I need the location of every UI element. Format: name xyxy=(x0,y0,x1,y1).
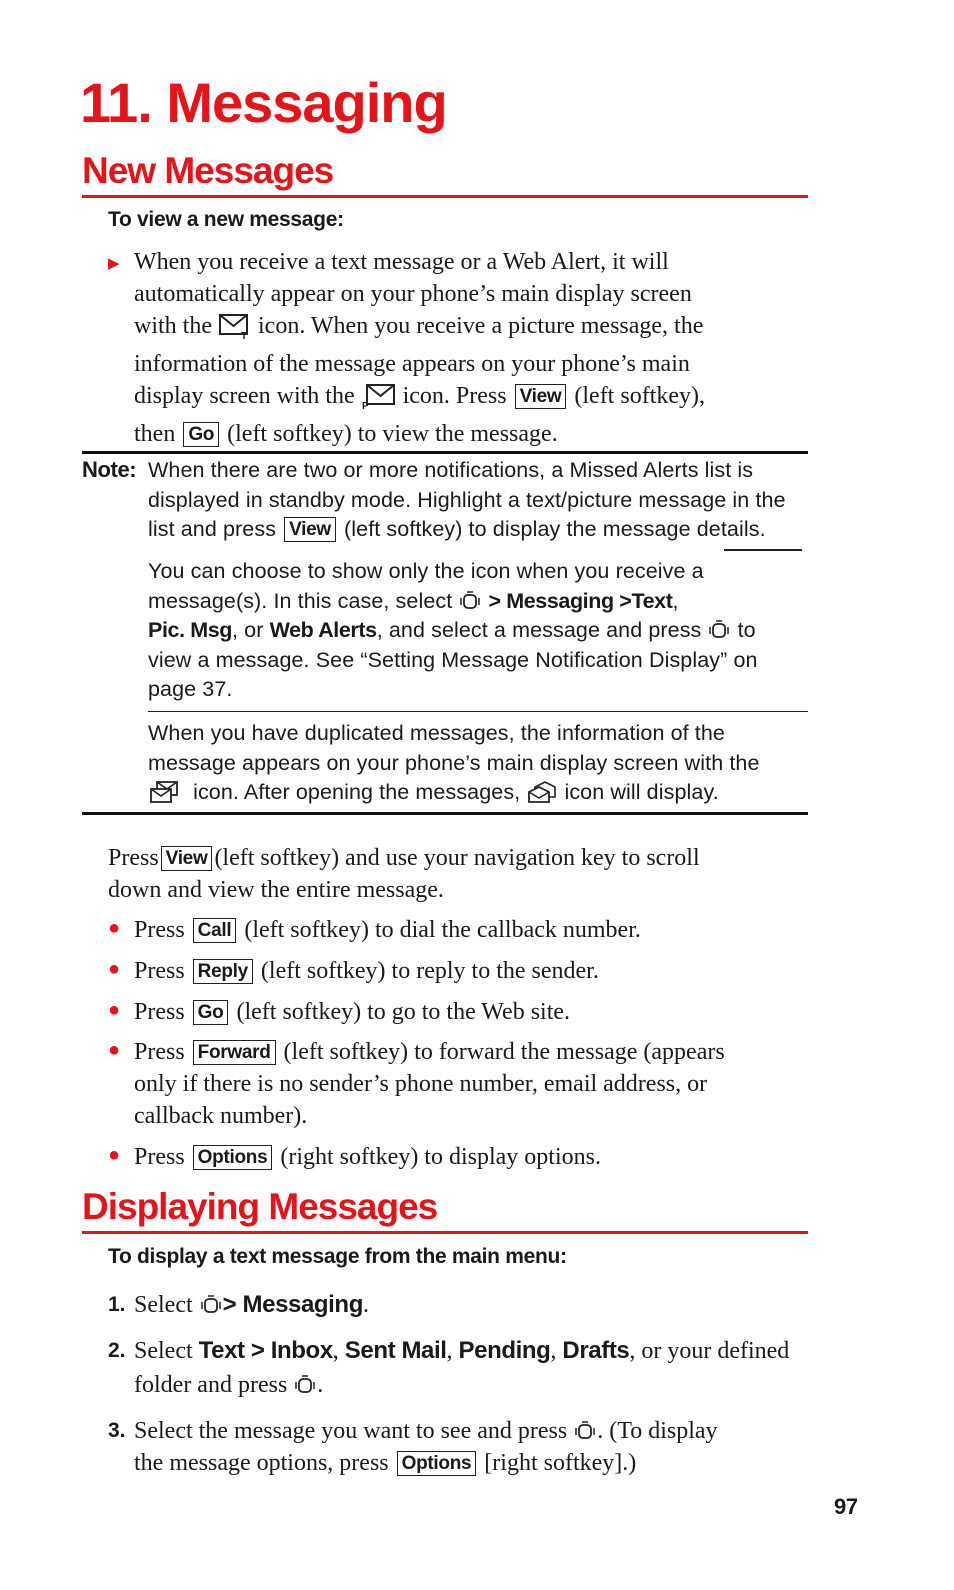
duplicate-messages-icon xyxy=(149,781,179,814)
text-line: down and view the entire message. xyxy=(108,877,444,903)
text-line xyxy=(134,1335,814,1367)
text-fragment: , xyxy=(332,1338,339,1364)
opened-duplicate-messages-icon xyxy=(527,781,557,814)
arrow-bullet-icon: ▶ xyxy=(108,256,120,272)
note-top-rule xyxy=(82,451,808,454)
text-fragment: Press xyxy=(134,999,185,1025)
view-softkey-label: View xyxy=(284,517,336,542)
text-line: information of the message appears on your phone’s main xyxy=(134,351,690,377)
menu-item-bold: Web Alerts xyxy=(269,618,377,642)
text-line: view a message. See “Setting Message Notification Display” on xyxy=(148,647,758,672)
subheading-view-new-message: To view a new message: xyxy=(108,208,344,231)
text-fragment: . xyxy=(362,1292,369,1318)
step-1 xyxy=(134,1289,814,1321)
text-fragment: Press xyxy=(134,917,185,943)
note-label: Note: xyxy=(82,457,137,482)
forward-softkey-label: Forward xyxy=(193,1040,276,1065)
text-fragment: Press xyxy=(134,958,185,984)
step-2 xyxy=(134,1335,814,1401)
text-line: You can choose to show only the icon when you receive a xyxy=(148,559,704,583)
text-fragment: Press xyxy=(108,845,159,871)
text-line: only if there is no sender’s phone number, email address, or xyxy=(134,1071,708,1097)
go-softkey-label: Go xyxy=(183,422,219,447)
text-line xyxy=(134,1447,814,1479)
menu-item-bold: Pending xyxy=(458,1337,551,1364)
text-fragment: , xyxy=(672,588,679,613)
text-fragment: (left softkey) to go to the Web site. xyxy=(236,999,571,1025)
list-item xyxy=(134,955,814,987)
text-fragment: . (To display xyxy=(597,1418,718,1444)
bullet-icon: ● xyxy=(108,917,121,939)
text-line: When you have duplicated messages, the information of the xyxy=(148,721,725,745)
menu-path-bold: Text > Inbox xyxy=(198,1337,333,1364)
menu-ok-key-icon xyxy=(201,1293,221,1315)
text-line xyxy=(134,380,814,418)
text-fragment: , and select a message and press xyxy=(376,618,702,642)
text-fragment: folder and press xyxy=(134,1372,288,1398)
text-fragment: (left softkey) to dial the callback number. xyxy=(244,917,641,943)
text-line xyxy=(148,778,813,814)
text-line xyxy=(108,842,808,874)
note-divider xyxy=(148,711,808,712)
text-line: callback number). xyxy=(134,1103,308,1129)
text-line xyxy=(148,515,813,545)
note-paragraph-3 xyxy=(148,719,813,814)
menu-item-bold: Drafts xyxy=(562,1337,630,1364)
note-divider-short xyxy=(724,549,802,551)
step-3 xyxy=(134,1415,814,1479)
section-rule xyxy=(82,195,808,198)
menu-item-bold: Pic. Msg xyxy=(148,618,233,642)
step-number: 1. xyxy=(108,1293,126,1316)
text-fragment: (left softkey) and use your navigation key to scroll xyxy=(214,845,700,871)
chapter-title: 11. Messaging xyxy=(80,71,447,134)
text-fragment: (left softkey) to view the message. xyxy=(227,421,558,447)
text-line: When there are two or more notifications, a Missed Alerts list is xyxy=(148,458,754,482)
options-softkey-label: Options xyxy=(397,1451,477,1476)
text-fragment: Select the message you want to see and press xyxy=(134,1418,568,1444)
section-heading-displaying-messages: Displaying Messages xyxy=(82,1186,438,1227)
menu-ok-key-icon xyxy=(295,1373,315,1395)
text-fragment: (right softkey) to display options. xyxy=(280,1144,601,1170)
list-item xyxy=(134,1141,814,1173)
list-item xyxy=(134,914,814,946)
scroll-view-paragraph xyxy=(108,842,808,906)
section-rule xyxy=(82,1231,808,1234)
view-softkey-label: View xyxy=(515,384,567,409)
text-fragment: icon. Press xyxy=(402,383,507,409)
text-fragment: Press xyxy=(134,1144,185,1170)
options-softkey-label: Options xyxy=(193,1145,273,1170)
text-fragment: Press xyxy=(134,1039,185,1065)
svg-text:P: P xyxy=(361,401,369,409)
bullet-icon: ● xyxy=(108,1144,121,1166)
text-fragment: with the xyxy=(134,313,212,339)
list-item xyxy=(134,1036,814,1132)
text-fragment: , xyxy=(550,1338,557,1364)
text-fragment: , xyxy=(446,1338,453,1364)
bullet-icon: ● xyxy=(108,1039,121,1061)
menu-ok-key-icon xyxy=(460,590,480,612)
text-line: When you receive a text message or a Web Alert, it will xyxy=(134,249,669,275)
text-fragment: display screen with the xyxy=(134,383,355,409)
text-line xyxy=(134,310,814,348)
new-message-paragraph xyxy=(134,246,814,450)
text-fragment: message(s). In this case, select xyxy=(148,588,453,613)
text-line xyxy=(134,418,814,450)
text-fragment: then xyxy=(134,421,176,447)
text-line: automatically appear on your phone’s main display screen xyxy=(134,281,692,307)
text-line: page 37. xyxy=(148,677,233,701)
text-line xyxy=(134,1415,814,1447)
bullet-icon: ● xyxy=(108,999,121,1021)
text-line xyxy=(134,1036,814,1068)
bullet-icon: ● xyxy=(108,958,121,980)
text-fragment: (left softkey) to forward the message (appears xyxy=(283,1039,725,1065)
text-fragment: the message options, press xyxy=(134,1450,389,1476)
text-fragment: , or xyxy=(232,618,264,642)
step-number: 2. xyxy=(108,1339,126,1362)
menu-ok-key-icon xyxy=(709,619,729,641)
picture-message-envelope-icon xyxy=(362,383,396,418)
text-fragment: icon. After opening the messages, xyxy=(193,780,521,804)
text-line xyxy=(134,1369,814,1401)
note-bottom-rule xyxy=(82,812,808,815)
text-fragment: [right softkey].) xyxy=(484,1450,637,1476)
view-softkey-label: View xyxy=(161,846,213,871)
menu-path-bold: > Messaging >Text xyxy=(488,588,673,613)
text-fragment: list and press xyxy=(148,517,277,541)
text-fragment: Select xyxy=(134,1292,193,1318)
text-fragment: (left softkey) to display the message details. xyxy=(344,517,766,541)
subheading-display-text-message: To display a text message from the main menu: xyxy=(108,1245,567,1268)
text-fragment: (left softkey), xyxy=(574,383,705,409)
text-line: message appears on your phone’s main display screen with the xyxy=(148,750,760,775)
menu-path-bold: > Messaging xyxy=(222,1291,363,1318)
step-number: 3. xyxy=(108,1419,126,1442)
text-fragment: icon will display. xyxy=(564,780,719,804)
reply-softkey-label: Reply xyxy=(193,959,253,984)
note-paragraph-1 xyxy=(148,456,813,545)
text-fragment: , or your defined xyxy=(629,1338,790,1364)
svg-text:T: T xyxy=(241,331,248,339)
go-softkey-label: Go xyxy=(193,1000,229,1025)
page-number: 97 xyxy=(834,1494,858,1519)
text-fragment: . xyxy=(317,1372,324,1398)
text-fragment: (left softkey) to reply to the sender. xyxy=(260,958,599,984)
call-softkey-label: Call xyxy=(193,918,237,943)
text-line xyxy=(148,616,813,646)
section-heading-new-messages: New Messages xyxy=(82,150,334,191)
note-paragraph-2 xyxy=(148,557,813,705)
text-line: displayed in standby mode. Highlight a text/picture message in the xyxy=(148,487,786,512)
menu-ok-key-icon xyxy=(575,1419,595,1441)
text-fragment: Select xyxy=(134,1338,193,1364)
menu-item-bold: Sent Mail xyxy=(344,1337,447,1364)
text-fragment: icon. When you receive a picture message, the xyxy=(258,313,704,339)
text-line xyxy=(148,587,813,617)
text-message-envelope-icon xyxy=(219,313,251,348)
text-fragment: to xyxy=(737,618,756,642)
list-item xyxy=(134,996,814,1028)
